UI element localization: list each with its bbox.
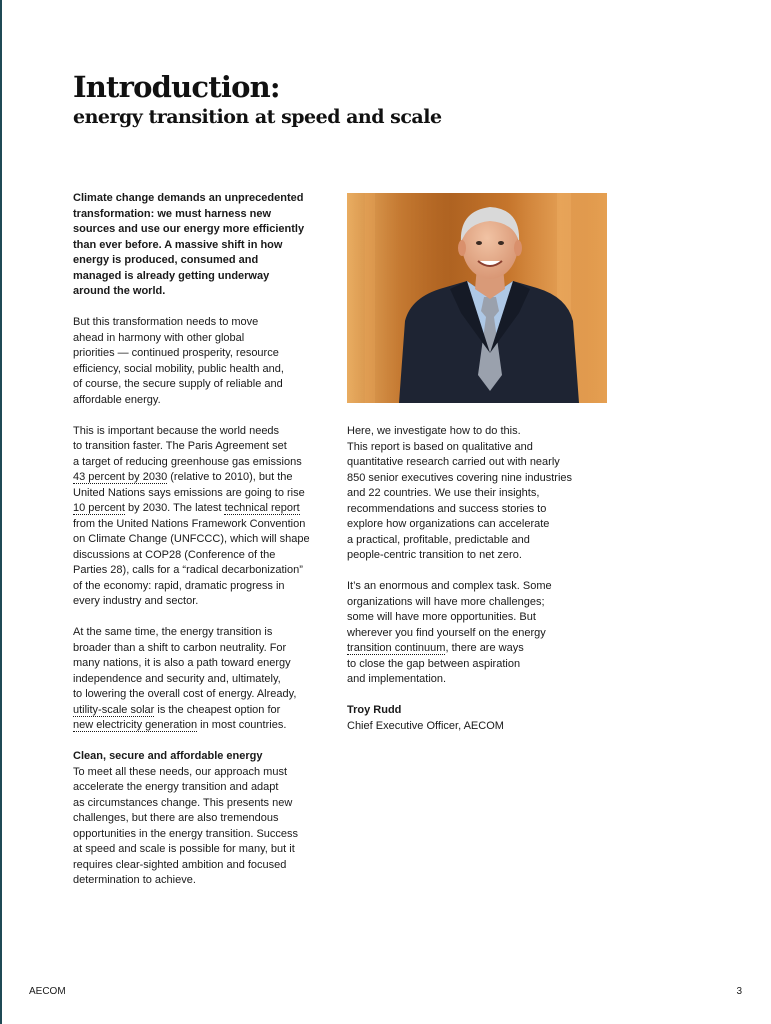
right-column <box>347 424 609 734</box>
page-number: 3 <box>736 986 742 997</box>
footer-brand: AECOM <box>29 986 66 997</box>
signatory-name: Troy Rudd <box>347 704 402 716</box>
left-column <box>73 191 338 889</box>
body-paragraph-research: Here, we investigate how to do this. This report is based on qualitative and quantitative research carried out with nearly 850 senior executives covering nine industries and 22 countries. We use their insights, recommendations and success stories to explore how organizations can accelerate a practical, profitable, predictable and people-centric transition to net zero. <box>347 425 573 561</box>
body-paragraph-clean-energy: Clean, secure and affordable energy To meet all these needs, our approach must accelerate the energy transition and adapt as circumstances change. This presents new challenges, but there are also tremendous opportunities in the energy transition. Success at speed and scale is possible for many, but it requires clear-sighted ambition and focused determination to achieve. <box>73 749 338 889</box>
signatory-role: Chief Executive Officer, AECOM <box>347 719 504 732</box>
page-subtitle: energy transition at speed and scale <box>73 106 442 128</box>
link-utility-scale-solar[interactable]: utility-scale solar <box>73 703 155 716</box>
link-technical-report[interactable]: technical report <box>224 502 300 514</box>
link-new-electricity-generation[interactable]: new electricity generation <box>73 719 198 731</box>
page-title: Introduction: <box>73 70 280 104</box>
lead-paragraph: Climate change demands an unprecedented transformation: we must harness new sources and use our energy more efficiently than ever before. A massive shift in how energy is produced, consumed and managed is already getting underway around the world. <box>73 192 305 297</box>
body-paragraph-broader: At the same time, the energy transition is broader than a shift to carbon neutrality. For many nations, it is also a path toward energy independence and security and, ultimately, to lowering the overall cost of energy. Already, utility-scale solar is the cheapest option for new electricity generation in most countries. <box>73 626 297 731</box>
link-transition-continuum[interactable]: transition continuum <box>347 642 446 654</box>
ceo-portrait-photo <box>347 193 607 403</box>
body-paragraph-urgency: This is important because the world needs to transition faster. The Paris Agreement set a target of reducing greenhouse gas emissions 43 percent by 2030 (relative to 2010), but the United Nations says emissions are going to rise 10 percent by 2030. The latest technical report from the United Nations Framework Convention on Climate Change (UNFCCC), which will shape discussions at COP28 (Conference of the Parties 28), calls for a “radical decarbonization” of the economy: rapid, dramatic progress in every industry and sector. <box>73 424 310 607</box>
section-heading: Clean, secure and affordable energy <box>73 750 263 762</box>
body-paragraph-continuum: It’s an enormous and complex task. Some organizations will have more challenges; some will have more opportunities. But wherever you find yourself on the energy transition continuum, there are ways to close the gap between aspiration and implementation. <box>347 580 552 685</box>
body-paragraph-harmony: But this transformation needs to move ahead in harmony with other global priorities — continued prosperity, resource efficiency, social mobility, public health and, of course, the secure supply of reliable and affordable energy. <box>73 316 284 406</box>
link-10-percent[interactable]: 10 percent <box>73 502 125 514</box>
portrait-illustration <box>347 193 607 403</box>
page-edge-rule <box>0 0 2 1024</box>
link-43-percent-by-2030[interactable]: 43 percent by 2030 <box>73 471 168 483</box>
signature-block <box>347 703 609 734</box>
